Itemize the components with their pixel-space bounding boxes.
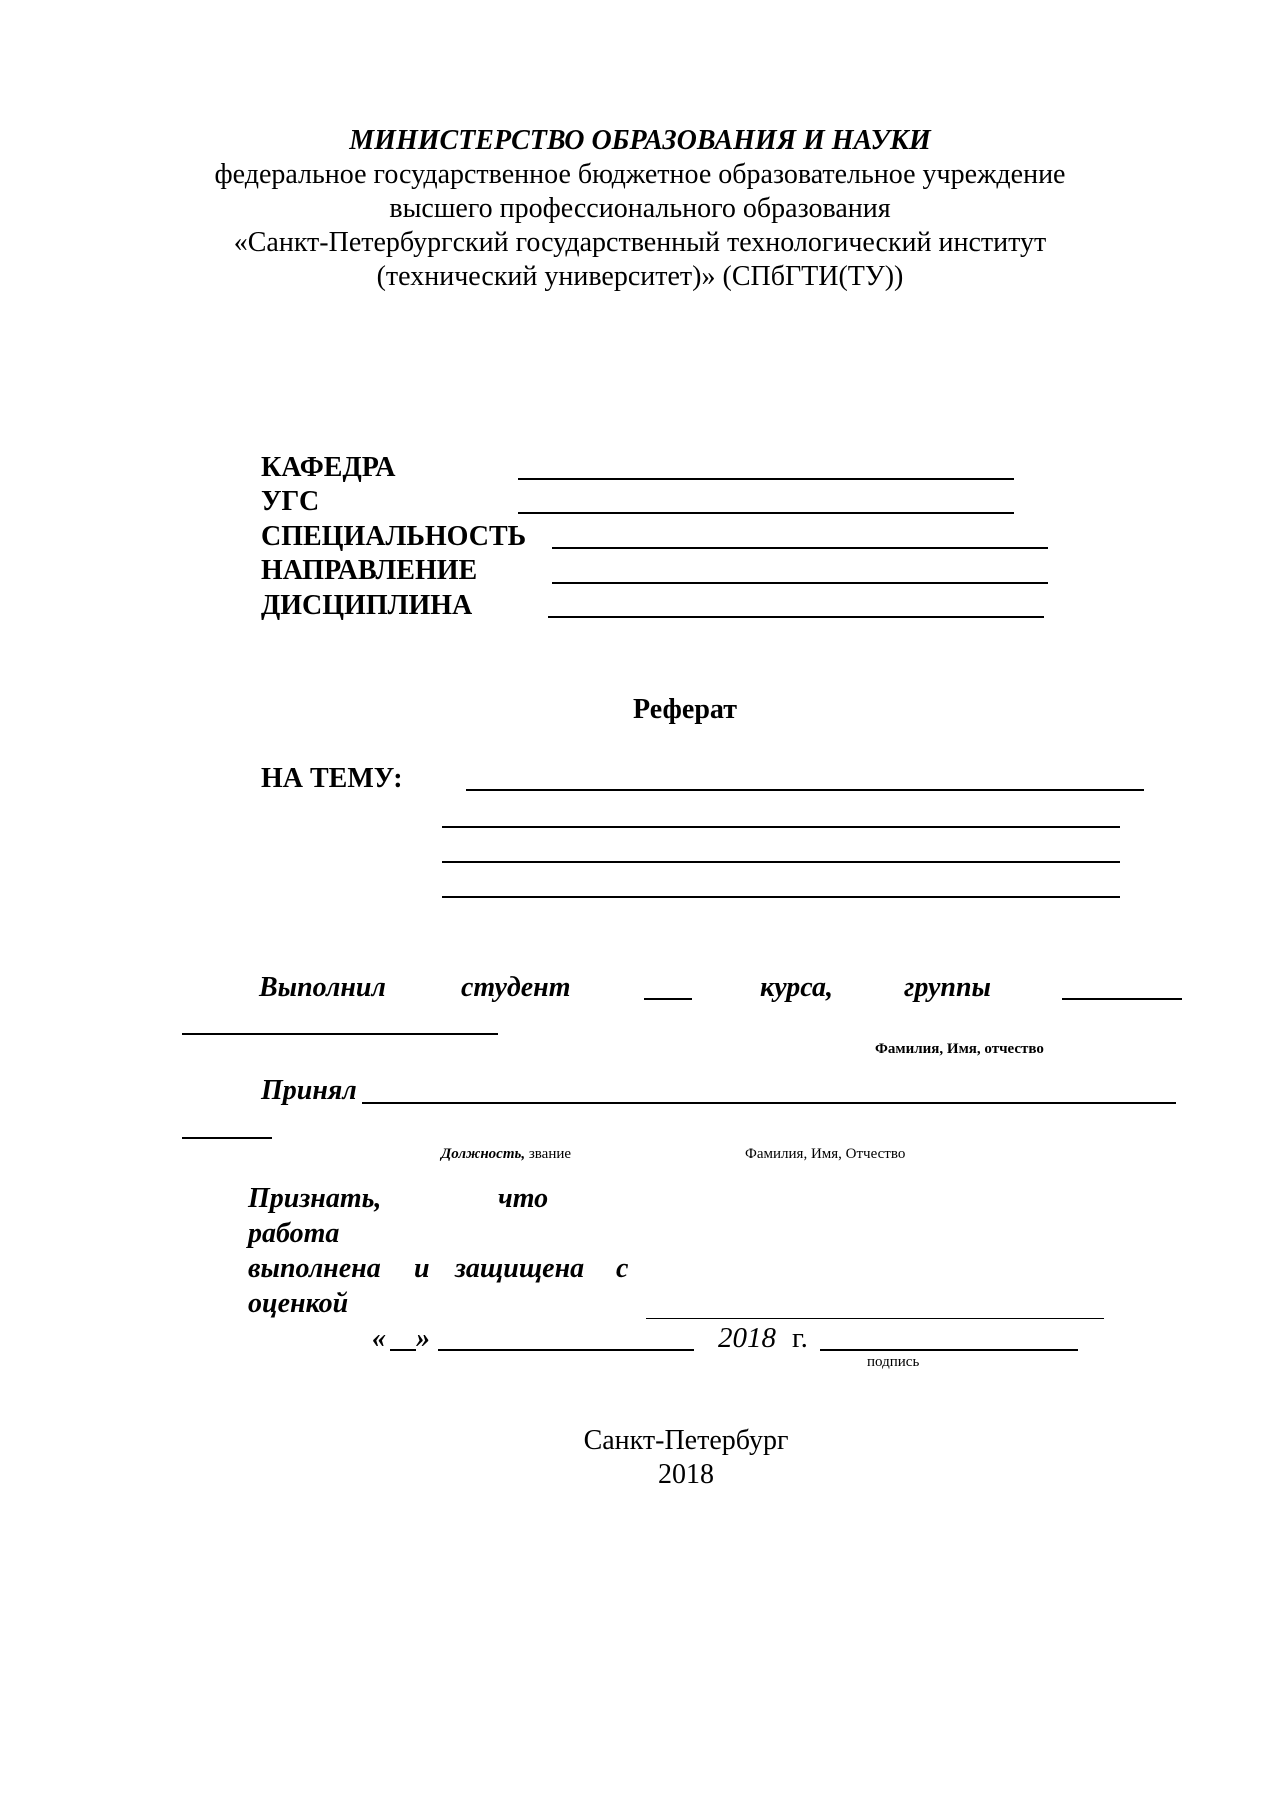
kafedra-label: КАФЕДРА: [261, 452, 396, 483]
student-name-line[interactable]: [182, 1033, 498, 1035]
grade-word-1: Признать,: [248, 1183, 382, 1214]
grade-line[interactable]: [646, 1318, 1104, 1319]
student-word-2: студент: [461, 972, 571, 1003]
quote-close: »: [416, 1323, 430, 1354]
napravlenie-label: НАПРАВЛЕНИЕ: [261, 555, 478, 586]
day-line[interactable]: [390, 1349, 416, 1351]
topic-line-3[interactable]: [442, 861, 1120, 863]
topic-label: НА ТЕМУ:: [261, 763, 403, 794]
footer-year: 2018: [658, 1459, 714, 1490]
grade-word-3c: защищена: [455, 1253, 585, 1284]
ugs-line[interactable]: [518, 512, 1014, 514]
disciplina-line[interactable]: [548, 616, 1044, 618]
group-line[interactable]: [1062, 998, 1182, 1000]
institution-level: высшего профессионального образования: [389, 193, 891, 224]
document-title: Реферат: [633, 694, 737, 725]
grade-year-suffix: г.: [792, 1322, 808, 1354]
grade-word-2: что: [498, 1183, 549, 1214]
institution-name: «Санкт-Петербургский государственный технологический институт: [233, 227, 1047, 258]
student-word-4: группы: [904, 972, 991, 1003]
signature-caption: подпись: [867, 1354, 920, 1370]
topic-line-1[interactable]: [466, 789, 1144, 791]
grade-year: 2018: [718, 1322, 776, 1354]
accepted-rank-caption: звание: [528, 1146, 572, 1162]
accepted-label: Принял: [261, 1075, 357, 1106]
topic-line-2[interactable]: [442, 826, 1120, 828]
ministry-title: МИНИСТЕРСТВО ОБРАЗОВАНИЯ И НАУКИ: [349, 125, 931, 156]
accepted-line-cont[interactable]: [182, 1137, 272, 1139]
institution-abbr: (технический университет)» (СПбГТИ(ТУ)): [376, 261, 904, 292]
footer-city: Санкт-Петербург: [583, 1425, 789, 1456]
grade-word-3d: с: [616, 1253, 629, 1284]
student-word-3: курса,: [760, 972, 833, 1003]
ugs-label: УГС: [261, 486, 320, 517]
signature-line[interactable]: [820, 1349, 1078, 1351]
grade-line-4: оценкой: [248, 1288, 349, 1319]
student-word-1: Выполнил: [259, 972, 386, 1003]
accepted-name-caption: Фамилия, Имя, Отчество: [745, 1146, 906, 1162]
topic-line-4[interactable]: [442, 896, 1120, 898]
course-line[interactable]: [644, 998, 692, 1000]
student-name-caption: Фамилия, Имя, отчество: [875, 1041, 1044, 1057]
grade-word-3b: и: [414, 1253, 430, 1284]
napravlenie-line[interactable]: [552, 582, 1048, 584]
disciplina-label: ДИСЦИПЛИНА: [261, 590, 473, 621]
kafedra-line[interactable]: [518, 478, 1014, 480]
specialnost-line[interactable]: [552, 547, 1048, 549]
month-line[interactable]: [438, 1349, 694, 1351]
accepted-line[interactable]: [362, 1102, 1176, 1104]
accepted-position-caption: Должность,: [441, 1146, 526, 1162]
grade-line-2: работа: [248, 1218, 340, 1249]
grade-word-3a: выполнена: [248, 1253, 381, 1284]
specialnost-label: СПЕЦИАЛЬНОСТЬ: [261, 521, 527, 552]
institution-type: федеральное государственное бюджетное образовательное учреждение: [214, 159, 1066, 190]
quote-open: «: [372, 1323, 386, 1354]
